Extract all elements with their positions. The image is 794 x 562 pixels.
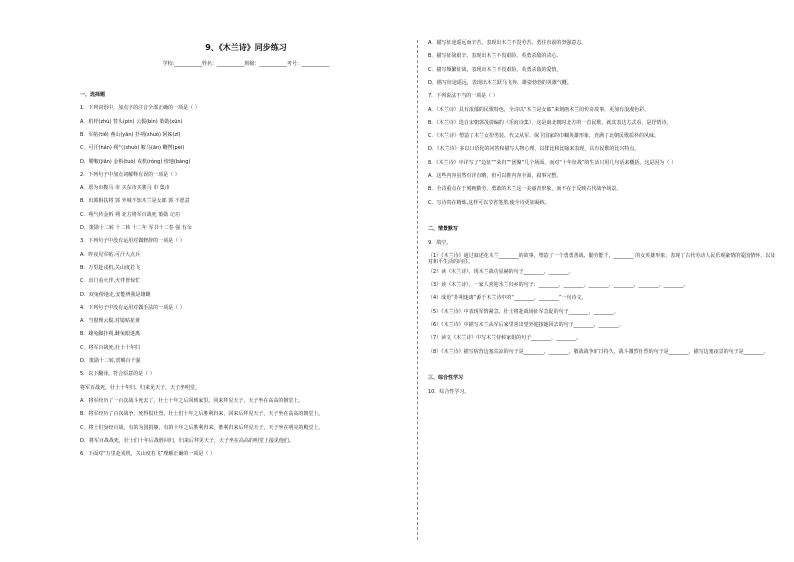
right_column-line: （6）《木兰诗》中描写木兰从军后家里喜出望外迎接她回去的句子________，________。: [428, 322, 624, 328]
right_column-line: B．《木兰诗》选自宋朝郭茂倩编的《乐府诗集》，这是南北朝时北方的一首民歌，就其表达方式看，是抒情诗。: [428, 119, 672, 126]
right_column-line: （7）读文《木兰诗》中写木兰侍候家姐的句子________，________。: [428, 335, 582, 342]
right_column-line: 9．填空。: [428, 239, 452, 246]
right_column-line: （5）《木兰诗》中表现军情紧急、壮士将赴战场征军急促的句子________，________。: [428, 308, 619, 315]
left_column-line: 1．下列词语中，加点字的注音全部正确的一项是（ ）: [80, 105, 200, 112]
right_column-line: 7．下列说法不当的一项是（ ）: [428, 93, 498, 100]
left_column-line: A．机杼(zhù) 替头(pín) 云鬓(bìn) 策勋(xūn): [80, 118, 183, 125]
left_column-line: A．昨夜见军帖,可汗大点兵: [80, 251, 141, 258]
right_column-line: C．《木兰诗》塑造了木兰女扮男装、代父从军、保卫国家的巾帼英雄形象，充满了北朝民歌质朴的风味。: [428, 133, 659, 140]
left_column-line: D．将军百战战死，壮士们十年后战胜回归，归来后拜见天子，天子坐在高高的明堂上接见他们。: [80, 437, 294, 444]
right_column-line: （8）《木兰诗》描写宿营边塞荒凉的句子是________，________。敬战战争旷日持久，战斗激烈壮烈的句子是________，描写边塞夜景的句子是________。: [428, 348, 769, 355]
left_column-line: 将军百战死，壮士十年归。归来见天子，天子坐明堂。: [80, 384, 201, 391]
left_column-line: 一、选择题: [80, 92, 106, 98]
left_column-line: B．雄兔脚扑朔,雌兔眼迷离: [80, 331, 141, 338]
left_column-line: D．双兔傍地走,安能辨我是雄雌: [80, 291, 151, 298]
left_column-line: D．鞯鞍(jiān) 金柝(tuò) 戎机(róng) 傍地(bàng): [80, 158, 191, 165]
right_column-line: B．全诗重点在于刻画勤劳、勇敢的木兰这一美丽青形象，而不在于反映古代战争场景。: [428, 186, 622, 193]
right_column-line: D．描写征途遥远，表现出木兰跃马飞奔、雄姿勃勃的英雄气概。: [428, 79, 572, 86]
right_column-line: （2）读《木兰诗》，现木兰战功显赫的句子________，________。: [428, 268, 574, 275]
left_column-line: B．万里赴戎机,关山度若飞: [80, 264, 141, 271]
right_column-line: 8．《木兰诗》中详写了“边征”“荣归”“团聚”几个场面，而对“十年征战”的生活只用几句话来概括，这是因为（ ）: [428, 159, 676, 166]
left_column-line: C．出门看火伴,火伴皆惊忙: [80, 278, 141, 285]
right_column-line: A．《木兰诗》具有浓郁的民歌特色，全诗以“木兰是女郎”来刻画木兰的传奇故事，更加有浪漫色彩。: [428, 106, 650, 113]
left_column-line: 6．下面对“万里赴戎机，关山度若飞”理解正确的一项是（ ）: [80, 451, 215, 458]
left_column-line: D．策勋十二转 十二转 十二年 军书十二卷 强 有余: [80, 225, 192, 231]
left_column-line: 3．下列句子中没有运用对偶修辞的一项是（ ）: [80, 238, 185, 245]
left_column-line: B．出郭相扶将 郭 外城不知木兰是女郎 郭 不愿意: [80, 198, 190, 205]
left_column-line: A．将军经历了一百次战斗死去了，壮士十年之后回到家里。回来拜见天子，天子坐在高高的朝堂上。: [80, 397, 304, 404]
left_column-line: B．将军经历了百次战争，死得很壮烈，壮士们十年之后胜利归来，回来后拜见天子，天子坐在高高的朝堂上。: [80, 411, 324, 418]
right_column-line: 二、情景默写: [428, 226, 459, 233]
right_column-line: C．描写频繁征战，表现出木兰不畏艰险、英勇杀敌的爱情。: [428, 66, 562, 73]
left_column-line: C．可汗(hán) 朔气(shuò) 鞍马(ān) 鞭辔(pèi): [80, 145, 185, 152]
right_column-line: （3）读《木兰诗》，一家人喜迎木兰归乡的句子：________，________，________，________，________，________。: [428, 282, 689, 289]
left_column-line: C．将军百战死,壮士十年归: [80, 344, 141, 351]
right_column-line: （4）成语“扑朔迷离”源于木兰诗中的“________，________”一句诗文。: [428, 295, 587, 302]
right_column-line: C．写诗贵在精炼,这样可以节省笔墨,使全诗更加凝练。: [428, 199, 550, 206]
left_column-line: A．当窗理云鬓,对镜贴花黄: [80, 318, 141, 325]
right_column-line: （1）《木兰诗》通过叙述花木兰________的故事，塑造了一个勇勇善战、勤劳能干、________ 的女英雄形象，表现了古代劳动人民乐观豪情的爱国情怀，以及对和平生活的向往。: [428, 252, 776, 265]
left_column-line: A．愿为市鞍马 市 买东市买骏马 市 集市: [80, 185, 170, 192]
right_column-line: D．《木兰诗》多以口语化的问答和描写人物心理，以排比和比喻来表现，具有民歌的比兴特点。: [428, 146, 640, 153]
right_column-line: 10．综合性学习。: [428, 388, 470, 395]
right_column-line: A．描写征途遥远而辛苦，表现出木兰不畏劳苦、勇往直前的坚强意志。: [428, 40, 587, 46]
left_column-line: C．朔气传金柝 朔 北方将军百战死 策勋 记功: [80, 211, 180, 218]
left_column-line: 2．下列句子中加点词解释有误的一项是（ ）: [80, 171, 180, 178]
left_column-line: 5．以下翻译，符合原意的是（ ）: [80, 371, 155, 378]
left_column-line: 4．下列句子中没有运用对偶手法的一项是（ ）: [80, 304, 185, 311]
left_column-line: B．军帖(tiě) 燕山(yān) 扑朔(shuò) 阿姊(zǐ): [80, 131, 181, 138]
left_column-line: C．将士们身经百战，有的为国捐躯，有的十年之后胜利归来。胜利归来后拜见天子，天子坐在明亮的殿堂上。: [80, 424, 324, 431]
right_column-line: 三、综合性学习: [428, 375, 464, 382]
column-divider: [417, 40, 418, 540]
right_column-line: A．这些内容虽然有详有略，但可以推内容全面，叙事完整。: [428, 173, 562, 179]
page-title: 9、《木兰诗》同步练习: [205, 43, 287, 52]
student-info-line: 学校:___________姓名：___________班级：___________考号：___________: [162, 61, 330, 67]
left_column-line: D．策勋十二转,赏赐百千强: [80, 358, 141, 364]
right_column-line: B．描写征战艰辛，表现出木兰不畏艰险、英勇杀敌的决心。: [428, 53, 562, 60]
